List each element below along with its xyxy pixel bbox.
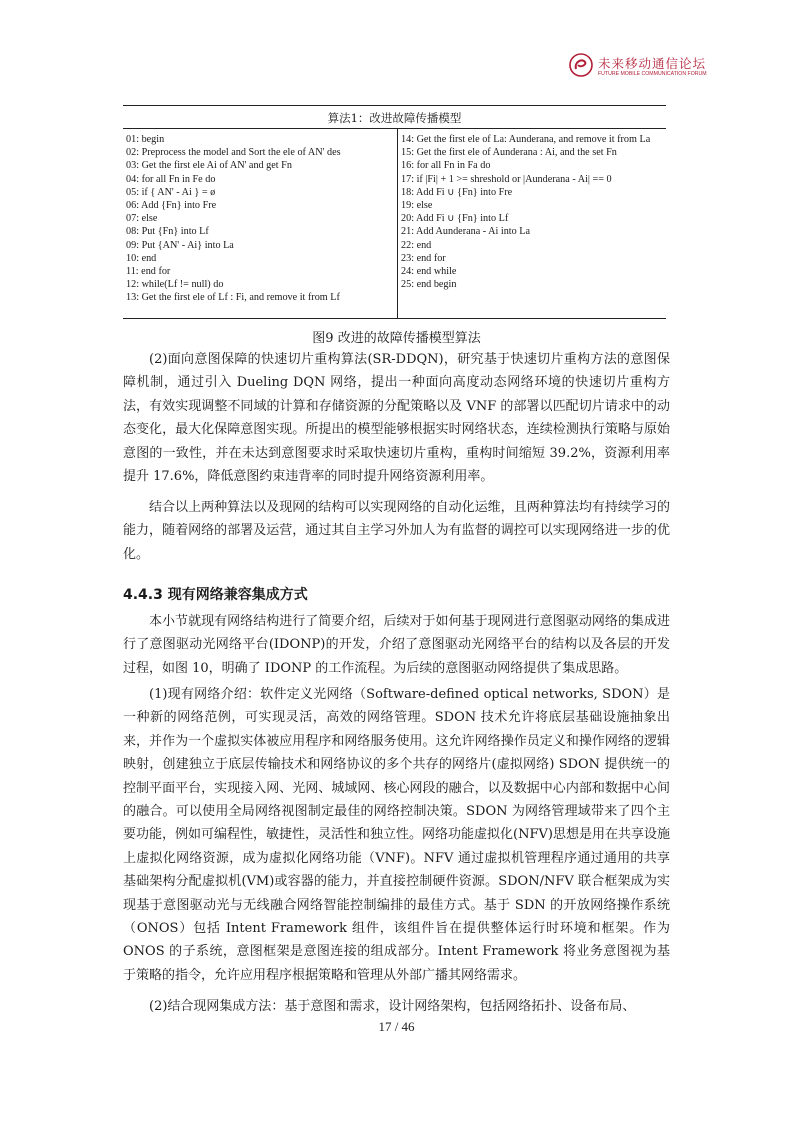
algorithm-title: 算法1：改进故障传播模型 — [327, 111, 462, 125]
algorithm-line: 04: for all Fn in Fe do — [126, 173, 216, 185]
paragraph-summary: 结合以上两种算法以及现网的结构可以实现网络的自动化运维，且两种算法均有持续学习的能力，随着网络的部署及运营，通过其自主学习外加人为有监督的调控可以实现网络进一步的优化。 — [123, 500, 670, 562]
algorithm-line: 07: else — [126, 213, 158, 225]
header-rule — [123, 105, 666, 106]
algorithm-line: 18: Add Fi ∪ {Fn} into Fre — [401, 186, 513, 198]
algorithm-line: 08: Put {Fn} into Lf — [126, 226, 209, 238]
forum-name-en: FUTURE MOBILE COMMUNICATION FORUM — [598, 71, 707, 77]
algorithm-line: 15: Get the first ele of Aunderana : Ai, and the set Fn — [401, 147, 617, 159]
algorithm-line: 16: for all Fn in Fa do — [401, 160, 491, 172]
algorithm-title-rule — [123, 128, 666, 129]
algorithm-line: 01: begin — [126, 134, 165, 145]
algorithm-bottom-rule — [123, 318, 666, 319]
algorithm-line: 10: end — [126, 252, 157, 264]
algorithm-line: 11: end for — [126, 265, 171, 277]
algorithm-right-column — [401, 133, 663, 291]
paragraph-integration: (2)结合现网集成方法：基于意图和需求，设计网络架构，包括网络拓扑、设备布局、 — [149, 999, 636, 1014]
algorithm-line: 19: else — [401, 199, 433, 211]
forum-name-cn: 未来移动通信论坛 — [598, 56, 707, 71]
algorithm-line: 20: Add Fi ∪ {Fn} into Lf — [401, 213, 509, 225]
algorithm-line: 06: Add {Fn} into Fre — [126, 199, 217, 211]
algorithm-column-divider — [397, 128, 398, 318]
algorithm-line: 14: Get the first ele of La: Aunderana, and remove it from La — [401, 134, 651, 145]
algorithm-left-column — [126, 133, 394, 304]
paragraph-existing-network: (1)现有网络介绍：软件定义光网络（Software-defined optical networks, SDON）是一种新的网络范例，可实现灵活，高效的网络管理。SDON 技术允许将底层基础设施抽象出来，并作为一个虚拟实体被应用程序和网络服务使用。这允许网络操作员定义和操作网络的逻辑映射，创建独立于底层传输技术和网络协议的多个共存的网络片(虚拟网络) SDON 提供统一的控制平面平台，实现接入网、光网、城域网、核心网段的融合，以及数据中心内部和数据中心间的融合。可以使用全局网络视图制定最佳的网络控制决策。SDON 为网络管理域带来了四个主要功能，例如可编程性，敏捷性，灵活性和独立性。网络功能虚拟化(NFV)思想是用在共享设施上虚拟化网络资源，成为虚拟化网络功能（VNF)。NFV 通过虚拟机管理程序通过通用的共享基础架构分配虚拟机(VM)或容器的能力，并直接控制硬件资源。SDON/NFV 联合框架成为实现基于意图驱动光与无线融合网络智能控制编排的最佳方式。基于 SDN 的开放网络操作系统（ONOS）包括 Intent Framework 组件，该组件旨在提供整体运行时环境和框架。作为 ONOS 的子系统，意图框架是意图连接的组成部分。Intent Framework 将业务意图视为基于策略的指令，允许应用程序根据策略和管理从外部广播其网络需求。 — [123, 687, 670, 983]
forum-logo-icon — [568, 52, 594, 78]
algorithm-line: 02: Preprocess the model and Sort the ele of AN' des — [126, 147, 341, 159]
algorithm-line: 24: end while — [401, 265, 457, 277]
section-heading: 4.4.3 现有网络兼容集成方式 — [123, 587, 308, 603]
algorithm-line: 05: if { AN' - Ai } = ø — [126, 186, 216, 198]
page-number: 17 / 46 — [378, 1019, 415, 1034]
algorithm-line: 22: end — [401, 239, 432, 251]
algorithm-line: 09: Put {AN' - Ai} into La — [126, 239, 234, 251]
paragraph-sr-ddqn: (2)面向意图保障的快速切片重构算法(SR-DDQN)，研究基于快速切片重构方法的意图保障机制，通过引入 Dueling DQN 网络，提出一种面向高度动态网络环境的快速切片重构方法，有效实现调整不同域的计算和存储资源的分配策略以及 VNF 的部署以匹配切片请求中的动态变化，最大化保障意图实现。所提出的模型能够根据实时网络状态，连续检测执行策略与原始意图的一致性，并在未达到意图要求时采取快速切片重构，重构时间缩短 39.2%，资源利用率提升 17.6%，降低意图约束违背率的同时提升网络资源利用率。 — [123, 352, 670, 485]
algorithm-line: 25: end begin — [401, 279, 457, 291]
forum-logo — [568, 50, 707, 90]
algorithm-line: 03: Get the first ele Ai of AN' and get Fn — [126, 160, 292, 172]
figure-caption: 图9 改进的故障传播模型算法 — [312, 331, 481, 346]
algorithm-line: 23: end for — [401, 252, 446, 264]
algorithm-line: 21: Add Aunderana - Ai into La — [401, 226, 531, 238]
paragraph-intro: 本小节就现有网络结构进行了简要介绍，后续对于如何基于现网进行意图驱动网络的集成进行了意图驱动光网络平台(IDONP)的开发，介绍了意图驱动光网络平台的结构以及各层的开发过程，如图 10，明确了 IDONP 的工作流程。为后续的意图驱动网络提供了集成思路。 — [123, 614, 670, 676]
algorithm-line: 12: while(Lf != null) do — [126, 279, 224, 291]
algorithm-line: 17: if |Fi| + 1 >= shreshold or |Aunderana - Ai| == 0 — [401, 173, 612, 185]
algorithm-line: 13: Get the first ele of Lf : Fi, and remove it from Lf — [126, 292, 340, 304]
